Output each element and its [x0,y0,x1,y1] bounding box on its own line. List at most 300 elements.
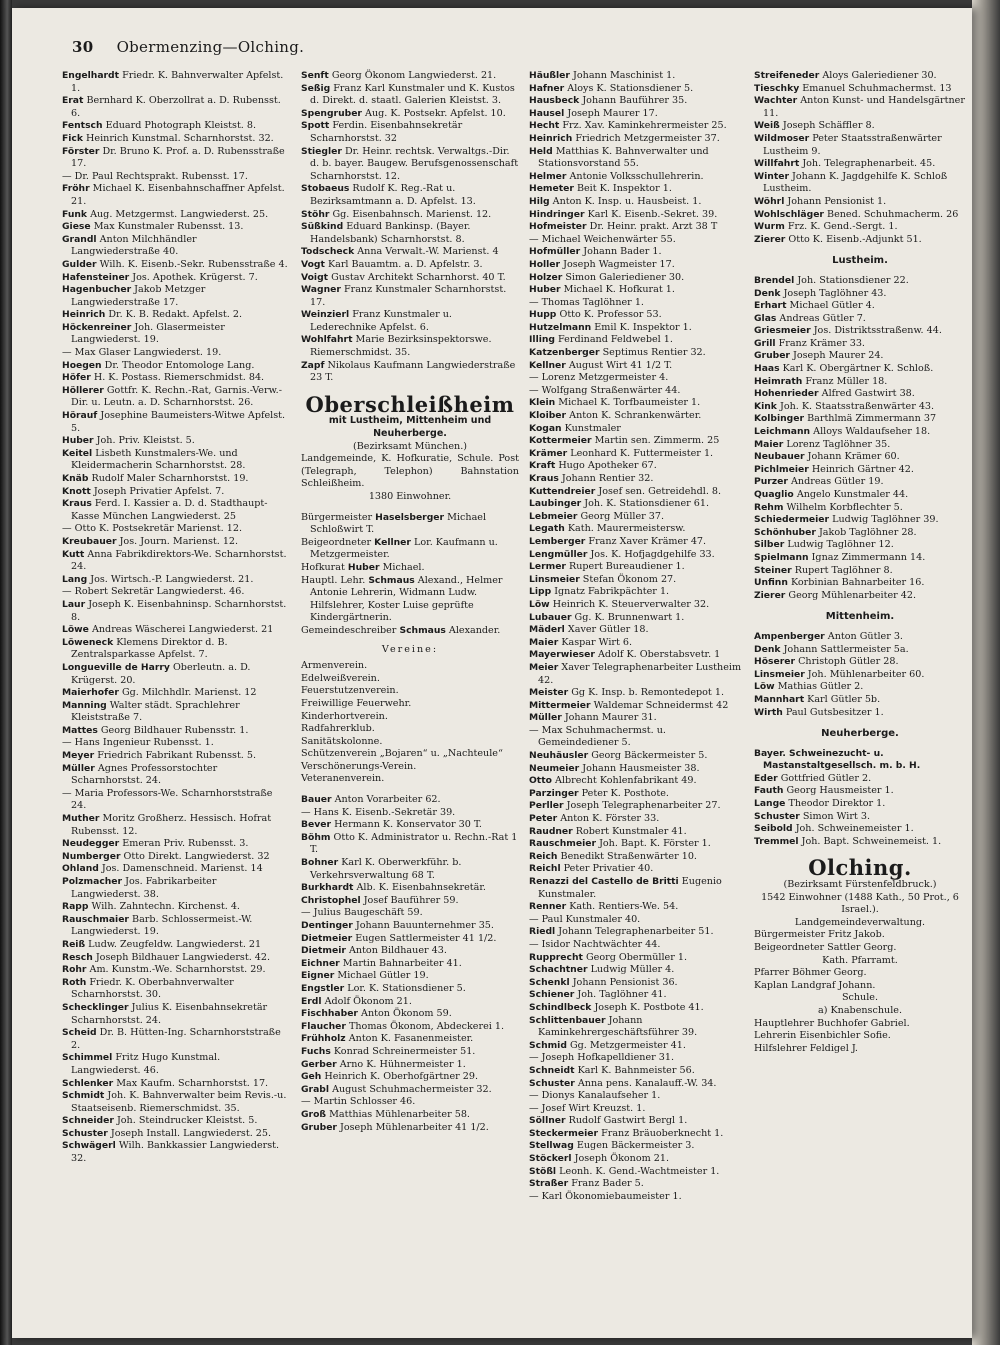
directory-entry [754,313,966,326]
entry-details: Kunstmaler [564,422,621,434]
entry-details: Simon Galeriediener 30. [565,271,685,283]
entry-details: Otto K. Eisenb.-Adjunkt 51. [788,233,922,245]
column-1 [62,70,288,1166]
entry-details: Eugenio Kunstmaler. [538,876,722,900]
entry-surname: Böhm [301,831,331,843]
entry-surname: Otto [529,775,552,787]
directory-entry [62,788,288,813]
entry-surname: Erhart [754,300,787,312]
directory-entry [301,284,519,309]
entry-details: Karl K. Bahnmeister 56. [577,1064,695,1076]
entry-details: Dr. Theodor Entomologe Lang. [104,359,255,371]
entry-details: Dr. K. B. Redakt. Apfelst. 2. [108,309,243,321]
entry-details: Rudolf Gastwirt Bergl 1. [568,1115,688,1127]
entry-details: Joseph K. Postbote 41. [594,1001,704,1013]
directory-entry [62,221,288,234]
entry-surname: Wirth [754,706,783,718]
entry-details: Joh. K. Stationsdiener 61. [584,498,710,510]
entry-details: Georg Bildhauer Rubensstr. 1. [100,724,249,736]
directory-entry [301,309,519,334]
directory-entry [529,876,747,901]
entry-details: Johann Maurer 31. [564,712,657,724]
entry-surname: Löweneck [62,636,114,648]
entry-details: — Max Schuhmachermst. u. Gemeindediener 5. [529,724,666,749]
entry-details: Karl Bauamtm. a. D. Apfelstr. 3. [327,258,483,270]
entry-details: Ludwig Müller 4. [590,964,675,976]
directory-entry [754,631,966,644]
entry-surname: Schiener [529,989,575,1001]
entry-surname: Stiegler [301,145,342,157]
entry-details: — Joseph Hofkapelldiener 31. [529,1052,675,1064]
entry-details: — Julius Baugeschäft 59. [301,907,423,919]
official-name: Huber [347,561,380,573]
directory-entry [529,385,747,398]
entry-surname: Kottermeier [529,435,592,447]
directory-entry [529,763,747,776]
entry-surname: Katzenberger [529,347,600,359]
entry-surname: Kraus [529,473,559,484]
directory-entry [529,272,747,285]
entry-surname: Quaglio [754,489,794,500]
entry-details: Johann Kaminkehrergeschäftsführer 39. [538,1014,698,1039]
directory-entry [62,838,288,851]
directory-entry [754,221,966,234]
entry-surname: Meyer [62,750,95,762]
directory-entry [529,1153,747,1166]
entry-surname: Kellner [529,359,566,371]
entry-details: Johann Pensionist 1. [787,195,887,207]
verein-item: Feuerstutzenverein. [301,685,399,697]
entry-details: Aloys K. Stationsdiener 5. [567,82,694,94]
directory-entry [62,372,288,385]
entry-details: Aug. K. Postsekr. Apfelst. 10. [365,107,506,119]
directory-entry [62,939,288,952]
directory-entry [301,907,519,920]
entry-surname: Häußler [529,70,570,81]
entry-details: Joseph Mühlenarbeiter 41 1/2. [340,1121,489,1133]
entry-details: Wilhelm Korbflechter 5. [786,501,903,513]
entry-details: Beit K. Inspektor 1. [576,183,672,195]
entry-surname: Streifeneder [754,70,820,81]
directory-entry [754,350,966,363]
entry-surname: Hofmeister [529,221,587,233]
directory-entry [754,785,966,798]
entry-surname: Huber [62,435,94,447]
directory-entry [754,823,966,836]
directory-entry [529,360,747,373]
entry-details: Ferd. I. Kassier a. D. d. Stadthaupt-Kasse München Langwiederst. 25 [71,498,268,522]
column-4 [754,70,966,1055]
entry-details: Anton Milchhändler Langwiederstraße 40. [71,233,197,258]
directory-entry [301,933,519,946]
entry-surname: Rauschmeier [529,838,596,850]
directory-entry [301,807,519,820]
entry-details: Johann Hausmeister 38. [582,762,700,774]
directory-entry [62,876,288,901]
entry-details: Max Kaufm. Scharnhorstst. 17. [116,1077,269,1089]
entry-details: Gg. Metzgermeister 41. [569,1039,686,1051]
entry-details: Leonh. K. Gend.-Wachtmeister 1. [559,1165,720,1177]
entry-details: Gottfried Gütler 2. [780,772,872,784]
directory-entry [301,120,519,145]
directory-entry [529,221,747,234]
directory-entry [754,644,966,657]
entry-surname: Bauer [301,794,332,806]
entry-surname: Schmidt [62,1090,105,1102]
olching-line: Hauptlehrer Buchhofer Gabriel. [754,1017,910,1029]
directory-entry [62,171,288,184]
entry-details: Wilh. Zahntechn. Kirchenst. 4. [91,901,240,913]
directory-entry [62,1128,288,1141]
directory-entry [301,1059,519,1072]
entry-surname: Kuttendreier [529,485,596,497]
entry-details: Joseph Schäffler 8. [782,120,875,132]
entry-details: Stefan Ökonom 27. [582,573,677,585]
entry-surname: Lengmüller [529,548,588,560]
entry-surname: Zierer [754,233,786,245]
entry-details: Johann Rentier 32. [561,473,654,484]
directory-entry [62,599,288,624]
directory-entry [529,1166,747,1179]
entry-surname: Kraft [529,460,556,472]
entry-details: Georg Hausmeister 1. [786,785,894,797]
directory-entry [754,694,966,707]
directory-entry [754,376,966,389]
entry-surname: Eichner [301,957,340,969]
directory-entry [754,707,966,720]
entry-details: Joh. Steindrucker Kleistst. 5. [116,1115,258,1127]
entry-details: Eugen Bäckermeister 3. [576,1140,695,1152]
entry-surname: Süßkind [301,221,344,233]
directory-entry [754,275,966,288]
directory-entry [529,624,747,637]
directory-entry [62,725,288,738]
entry-details: Joh. Stationsdiener 22. [797,274,909,286]
entry-details: Martin Bahnarbeiter 41. [342,957,462,969]
directory-entry [301,1109,519,1122]
directory-entry [301,246,519,259]
directory-entry [529,234,747,247]
entry-details: Lisbeth Kunstmalers-We. und Kleidermacherin Scharnhorstst. 28. [71,447,246,472]
directory-entry [62,473,288,486]
directory-entry [62,851,288,864]
entry-surname: Senft [301,70,329,81]
entry-details: Anna pens. Kanalauff.-W. 34. [577,1077,717,1089]
entry-surname: Höserer [754,656,795,668]
entry-surname: Wagner [301,284,341,296]
directory-entry [301,1096,519,1109]
entry-details: Dr. B. Hütten-Ing. Scharnhorststraße 2. [71,1027,281,1051]
entry-surname: Schimmel [62,1052,113,1064]
column-3 [529,70,747,1203]
entry-surname: Hemeter [529,183,574,195]
entry-details: Gg. Milchhdlr. Marienst. 12 [121,687,257,699]
olching-line: Kath. Pfarramt. [822,954,898,966]
entry-surname: Stobaeus [301,183,350,195]
official-details: Alexander. [448,624,501,636]
directory-entry [301,1071,519,1084]
official-details: Michael. [382,561,425,573]
directory-entry [754,209,966,222]
entry-surname: Klein [529,397,556,409]
directory-entry [529,1191,747,1204]
entry-surname: Hausbeck [529,95,580,107]
directory-entry [529,826,747,839]
directory-entry [529,1065,747,1078]
directory-entry [754,133,966,158]
entry-details: Agnes Professorstochter Scharnhorstst. 24. [71,762,218,787]
directory-entry [301,83,519,108]
directory-entry [529,926,747,939]
directory-entry [529,813,747,826]
entry-details: Peter Privatier 40. [563,863,654,875]
entry-details: Max Kunstmaler Rubensst. 13. [93,221,244,233]
directory-entry [62,901,288,914]
entry-details: — Max Glaser Langwiederst. 19. [62,347,222,359]
entry-details: Martin sen. Zimmerm. 25 [594,435,720,447]
entry-surname: Reich [529,850,558,862]
official-role: Hauptl. Lehr. [301,574,366,586]
directory-entry [529,246,747,259]
directory-entry [62,486,288,499]
entry-details: Jakob Taglöhner 28. [818,526,917,538]
entry-details: Benedikt Straßenwärter 10. [560,850,697,862]
official-entry [301,562,519,575]
directory-entry [62,1115,288,1128]
entry-surname: Rohr [62,964,87,976]
entry-surname: Schlenker [62,1077,114,1089]
entry-surname: Scheid [62,1027,97,1039]
directory-entry [62,1090,288,1115]
directory-entry [529,83,747,96]
entry-details: Jos. Damenschneid. Marienst. 14 [101,863,263,875]
directory-entry [529,863,747,876]
entry-surname: Heinrich [529,132,573,144]
entry-details: Jos. Apothek. Krügerst. 7. [132,271,258,283]
directory-entry [301,895,519,908]
directory-entry [754,590,966,603]
entry-details: Johann Bader 1. [583,246,662,258]
entry-surname: Hohenrieder [754,388,819,400]
entry-details: Robert Kunstmaler 41. [575,825,687,837]
directory-entry [529,259,747,272]
entry-details: Thomas Ökonom, Abdeckerei 1. [348,1020,505,1032]
place-title-oberschleissheim: Oberschleißheim [305,391,515,417]
directory-entry [301,259,519,272]
official-entry [301,575,519,625]
directory-entry [62,410,288,435]
directory-entry [62,133,288,146]
verein-item: Edelweißverein. [301,672,380,684]
verein-item: Verschönerungs-Verein. [301,760,417,772]
entry-surname: Gruber [754,350,790,362]
entry-details: Antonie Volksschullehrerin. [569,170,704,182]
vereine-heading: Vereine: [381,643,439,655]
entry-details: Hermann K. Konservator 30 T. [334,819,482,831]
directory-entry [754,120,966,133]
vereine-list [301,660,519,786]
entry-details: Ludw. Zeugfeldw. Langwiederst. 21 [88,938,262,950]
entry-details: Franz Xaver Krämer 47. [588,535,707,547]
entry-surname: Hausel [529,107,565,119]
entry-surname: Glas [754,312,777,324]
directory-entry [62,284,288,309]
entry-details: — Josef Wirt Kreuzst. 1. [529,1102,646,1114]
directory-entry [529,410,747,423]
directory-entry [301,945,519,958]
entry-surname: Erdl [301,995,322,1007]
directory-entry [62,952,288,965]
entry-details: Albrecht Kohlenfabrikant 49. [554,775,697,787]
entry-details: Ludwig Taglöhner 39. [832,514,939,526]
entry-surname: Fröhr [62,183,90,195]
entry-surname: Söllner [529,1115,566,1127]
entry-details: Karl K. Eisenb.-Sekret. 39. [587,208,718,220]
population: 1380 Einwohner. [368,491,452,502]
olching-line: Landgemeindeverwaltung. [794,916,926,928]
official-entry [301,512,519,537]
entry-details: — Paul Kunstmaler 40. [529,913,641,925]
official-entry [301,625,519,638]
official-role: Hofkurat [301,561,345,573]
entry-details: H. K. Postass. Riemerschmidst. 84. [93,372,265,384]
entry-details: Dr. Heinr. rechtsk. Verwaltgs.-Dir. d. b. bayer. Baugew. Berufsgenossenschaft Scharnhorstst. 12. [310,145,519,182]
entry-surname: Spott [301,120,330,132]
olching-line: Kaplan Landgraf Johann. [754,979,876,991]
verein-item: Sanitätskolonne. [301,735,383,747]
entry-surname: Knott [62,485,91,497]
entry-details: Georg Ökonom Langwiederst. 21. [331,70,497,81]
entry-details: Arno K. Hühnermeister 1. [339,1058,466,1070]
entry-surname: Laur [62,598,86,610]
directory-entry [529,989,747,1002]
entry-details: Joh. Schweinemeister 1. [795,823,914,835]
directory-entry [754,70,966,83]
directory-entry [754,681,966,694]
directory-entry [62,1052,288,1077]
entry-details: Alfred Gastwirt 38. [821,388,915,400]
directory-entry [529,397,747,410]
entry-details: Joseph Ökonom 21. [574,1153,670,1165]
entry-details: Jos. Journ. Marienst. 12. [119,535,239,547]
entry-surname: Wohlfahrt [301,334,353,346]
entry-surname: Frühholz [301,1033,346,1045]
entry-details: Rudolf K. Reg.-Rat u. Bezirksamtmann a. D. Apfelst. 13. [310,183,476,207]
verein-item: Veteranenverein. [301,773,385,785]
directory-entry [529,612,747,625]
entry-surname: Rehm [754,501,784,513]
entry-details: Theodor Direktor 1. [788,798,886,810]
page-edge [972,0,1000,1345]
official-details: Lor. Kaufmann u. Metzgermeister. [310,536,498,561]
entry-details: Franz Müller 18. [805,375,888,387]
entry-surname: Holler [529,258,561,270]
entry-details: Georg Mühlenarbeiter 42. [788,589,917,601]
entry-surname: Lang [62,573,88,585]
entry-details: Anton Bildhauer 43. [348,945,447,957]
entry-details: Anton Vorarbeiter 62. [334,794,441,806]
entry-details: Friedr. K. Oberbahnverwalter Scharnhorstst. 30. [71,976,234,1001]
entry-surname: Kloiber [529,410,567,422]
entry-details: Johann Pensionist 36. [572,976,678,988]
entry-details: Jos. Fabrikarbeiter Langwiederst. 38. [71,876,217,900]
entry-surname: Fentsch [62,120,103,132]
running-title: Obermenzing—Olching. [116,38,305,56]
entry-surname: Schenkl [529,976,570,988]
entry-surname: Willfahrt [754,158,800,170]
entry-surname: Maierhofer [62,687,119,699]
directory-entry [62,209,288,222]
directory-entry [754,539,966,552]
entry-surname: Hupp [529,309,557,321]
entry-details: Joseph Install. Langwiederst. 25. [110,1127,272,1139]
entry-details: Otto K. Administrator u. Rechn.-Rat 1 T. [310,831,518,856]
entry-details: — Robert Sekretär Langwiederst. 46. [62,586,245,598]
entry-surname: Lemberger [529,535,586,547]
entry-details: Anton Ökonom 59. [361,1008,452,1020]
directory-entry [529,372,747,385]
directory-entry [529,486,747,499]
directory-entry [529,549,747,562]
directory-entry [529,1040,747,1053]
entry-surname: Schachtner [529,964,588,976]
entry-details: Georg Müller 37. [580,510,665,522]
entry-details: Kath. Maurermeistersw. [567,523,686,535]
entry-details: Aug. Metzgermst. Langwiederst. 25. [90,208,269,220]
entry-surname: Fischhaber [301,1008,358,1020]
entry-surname: Kink [754,400,777,412]
entry-surname: Schecklinger [62,1001,129,1013]
entry-surname: Gulder [62,258,97,270]
directory-entry [529,171,747,184]
entry-surname: Mannhart [754,693,805,705]
directory-entry [62,385,288,410]
entry-details: Emil K. Inspektor 1. [594,321,692,333]
directory-entry [529,95,747,108]
entry-details: Dr. Heinr. prakt. Arzt 38 T [589,221,718,233]
entry-surname: Mayerwieser [529,649,595,661]
directory-entry [754,798,966,811]
directory-entry [62,586,288,599]
entry-details: Emanuel Schuhmachermst. 13 [802,82,952,94]
entry-surname: Fauth [754,785,784,797]
entry-details: Michael K. Eisenbahnschaffner Apfelst. 21. [71,183,285,207]
entry-details: Xaver Telegraphenarbeiter Lustheim 42. [538,661,742,686]
directory-entry [529,423,747,436]
entry-details: Franz Bader 5. [571,1178,644,1190]
entry-details: Wilh. Bankkassier Langwiederst. 32. [71,1140,280,1165]
directory-entry [62,763,288,788]
entry-details: Joh. Priv. Kleistst. 5. [96,435,195,447]
directory-entry [529,511,747,524]
entry-details: Aloys Galeriediener 30. [822,70,937,81]
entry-details: Marie Bezirksinspektorswe. Riemerschmidst. 35. [310,334,492,359]
entry-details: Xaver Gütler 18. [567,624,649,636]
column-2-bottom [301,794,519,1134]
entry-surname: Huber [529,284,561,296]
entry-details: Angelo Kunstmaler 44. [796,489,909,500]
entry-details: Dr. Bruno K. Prof. a. D. Rubensstraße 17. [71,145,285,170]
directory-entry [301,272,519,285]
entry-surname: Burkhardt [301,882,354,894]
directory-entry [62,662,288,687]
entry-details: Andreas Gütler 7. [779,312,866,324]
directory-entry [62,183,288,208]
book-spine [0,0,12,1345]
entry-surname: Manning [62,699,107,711]
entry-surname: Griesmeier [754,325,811,337]
entry-details: Rupert Bureaudiener 1. [569,561,685,573]
